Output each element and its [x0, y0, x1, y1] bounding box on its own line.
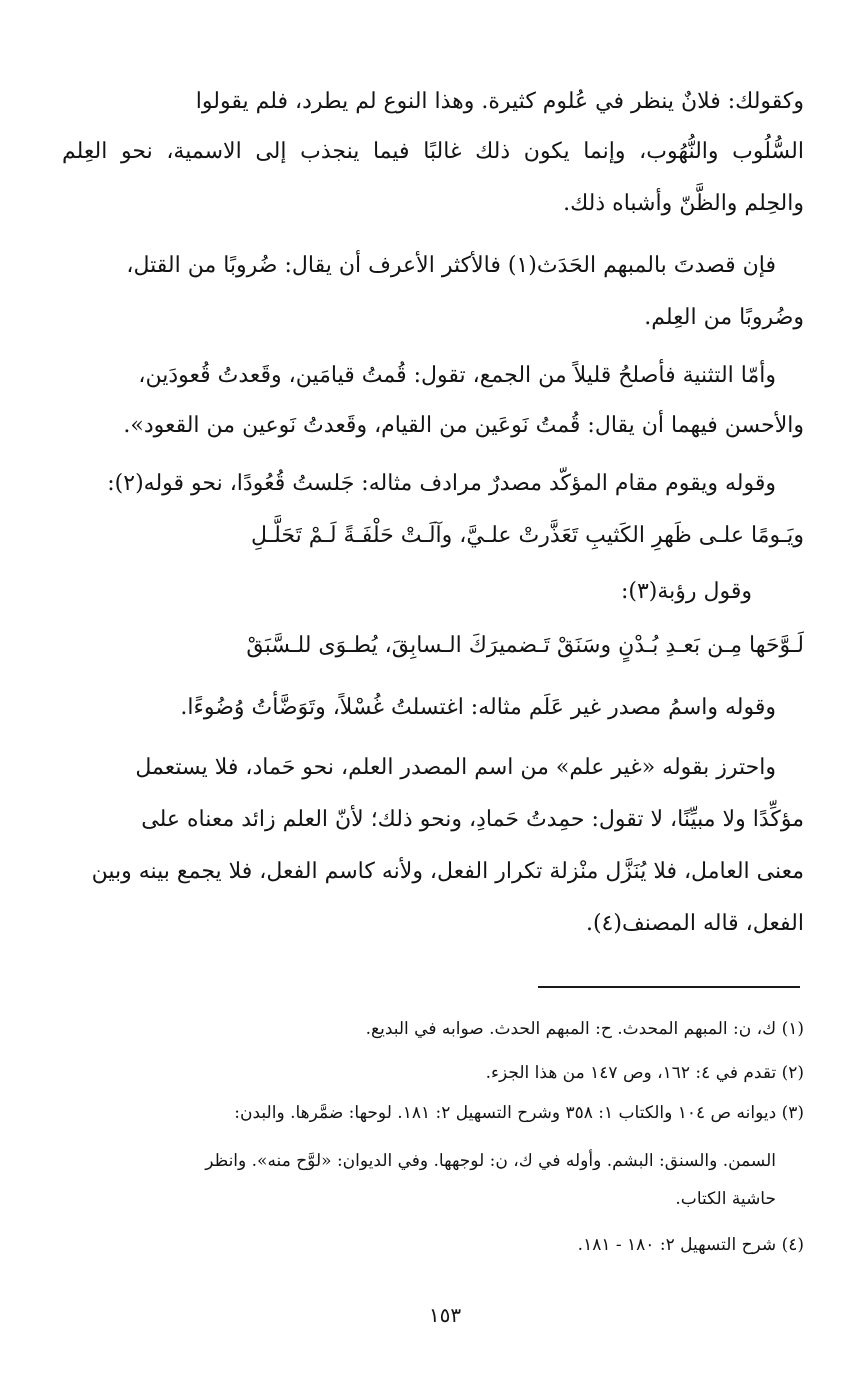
body-line: وقول رؤبة(٣):	[620, 579, 752, 604]
body-line: وقوله ويقوم مقام المؤكّد مصدرٌ مرادف مثاله: جَلستُ قُعُودًا، نحو قوله(٢):	[107, 471, 776, 496]
body-line: وقوله واسمُ مصدر غير عَلَم مثاله: اغتسلتُ غُسْلاً، وتَوَضَّأتُ وُضُوءًا.	[180, 695, 776, 720]
body-line: فإن قصدتَ بالمبهم الحَدَث(١) فالأكثر الأعرف أن يقال: ضُروبًا من القتل،	[126, 253, 776, 278]
body-line: وأمّا التثنية فأصلحُ قليلاً من الجمع، تقول: قُمتُ قيامَين، وقَعدتُ قُعودَين،	[138, 363, 776, 388]
body-line: وضُروبًا من العِلم.	[644, 305, 804, 330]
body-line: والحِلم والظَّنّ وأشباه ذلك.	[563, 191, 804, 216]
page-number: ١٥٣	[428, 1303, 462, 1327]
footnote-separator	[538, 986, 800, 988]
body-line: الفعل، قاله المصنف(٤).	[585, 911, 804, 936]
body-line: والأحسن فيهما أن يقال: قُمتُ نَوعَين من القيام، وقَعدتُ نَوعين من القعود».	[123, 413, 804, 438]
verse-line: لَـوَّحَها مِـن بَعـدِ بُـدْنٍ وسَنَقْ تَـضميرَكَ الـسابِقَ، يُطـوَى للـسَّبَقْ	[246, 633, 804, 658]
body-line: السُّلُوب والنُّهُوب، وإنما يكون ذلك غالبًا فيما ينجذب إلى الاسمية، نحو العِلم	[62, 139, 804, 164]
body-line: واحترز بقوله «غير علم» من اسم المصدر العلم، نحو حَماد، فلا يستعمل	[135, 755, 776, 780]
verse-line: ويَـومًا علـى ظَهرِ الكَثيبِ تَعَذَّرتْ علـيَّ، وآلَـتْ حَلْفَـةً لَـمْ تَحَلَّـلِ	[251, 523, 804, 548]
footnote-line: حاشية الكتاب.	[675, 1189, 776, 1209]
footnote-line: (٣) ديوانه ص ١٠٤ والكتاب ١: ٣٥٨ وشرح التسهيل ٢: ١٨١. لوحها: ضمَّرها. والبدن:	[234, 1103, 804, 1123]
footnote-line: (٤) شرح التسهيل ٢: ١٨٠ - ١٨١.	[577, 1235, 804, 1255]
body-line: وكقولك: فلانٌ ينظر في عُلوم كثيرة. وهذا النوع لم يطرد، فلم يقولوا	[195, 89, 804, 114]
footnote-line: السمن. والسنق: البشم. وأوله في ك، ن: لوجهها. وفي الديوان: «لوَّح منه». وانظر	[205, 1151, 776, 1171]
body-line: معنى العامل، فلا يُنَزَّل منْزلة تكرار الفعل، ولأنه كاسم الفعل، فلا يجمع بينه وبين	[91, 859, 804, 884]
footnote-line: (١) ك، ن: المبهم المحدث. ح: المبهم الحدث. صوابه في البديع.	[365, 1019, 804, 1039]
body-line: مؤكِّدًا ولا مبيِّنًا، لا تقول: حمِدتُ حَمادِ، ونحو ذلك؛ لأنّ العلم زائد معناه على	[141, 807, 804, 832]
footnote-line: (٢) تقدم في ٤: ١٦٢، وص ١٤٧ من هذا الجزء.	[485, 1063, 804, 1083]
